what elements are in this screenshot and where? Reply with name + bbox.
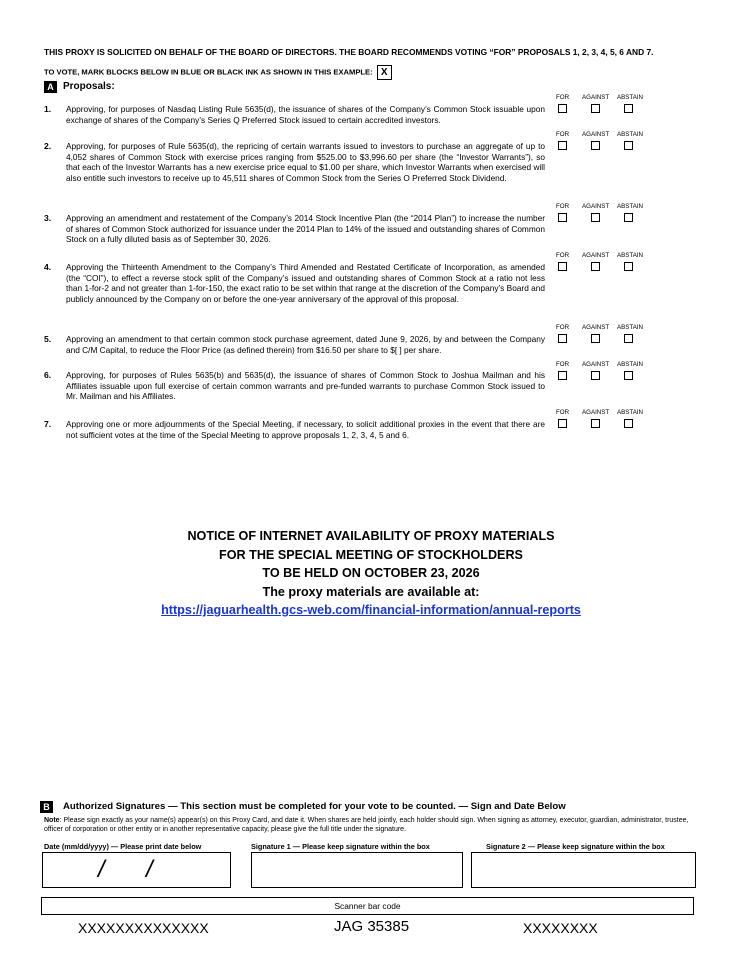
vote-for-checkbox[interactable] xyxy=(558,419,567,428)
header-instructions xyxy=(44,65,392,80)
vote-options xyxy=(552,203,642,233)
note-text: : Please sign exactly as your name(s) appear(s) on this Proxy Card, and date it. When shares are held jointly, each holder should sign. When signing as attorney, executor, guardian, administrator, trustee, officer of corporation or other entity or in another representative capacity, please give the full title under the signature. xyxy=(44,817,689,833)
section-b-badge: B xyxy=(40,801,53,813)
vote-options xyxy=(552,361,642,391)
vote-against-checkbox[interactable] xyxy=(591,334,600,343)
vote-abstain-checkbox[interactable] xyxy=(624,141,633,150)
proposal-number: 3. xyxy=(44,213,52,223)
for-label: FOR xyxy=(556,94,570,101)
proxy-materials-link[interactable]: https://jaguarhealth.gcs-web.com/financial-information/annual-reports xyxy=(161,603,581,617)
abstain-label: ABSTAIN xyxy=(617,324,644,331)
vote-abstain-checkbox[interactable] xyxy=(624,104,633,113)
vote-against-checkbox[interactable] xyxy=(591,213,600,222)
vote-for-checkbox[interactable] xyxy=(558,371,567,380)
proposal-number: 7. xyxy=(44,419,52,429)
vote-abstain-checkbox[interactable] xyxy=(624,419,633,428)
signature-2-label: Signature 2 — Please keep signature within the box xyxy=(486,842,665,851)
for-label: FOR xyxy=(556,131,570,138)
vote-abstain-checkbox[interactable] xyxy=(624,262,633,271)
signature-2-box[interactable] xyxy=(471,852,696,888)
proposal-text: Approving, for purposes of Rule 5635(d), the repricing of certain warrants issued to investors to purchase an aggregate of up to 4,052 shares of Common Stock with exercise prices ranging from $525.00 to $3,996.60 per share (the “Investor Warrants”), so that each of the Investor Warrants has a new exercise price equal to $1.00 per share, which Investor Warrants when exercised will also entitle such investors to receive up to 45,511 shares of Common Stock from the Series O Preferred Stock Dividend. xyxy=(66,141,545,183)
proposal-text: Approving the Thirteenth Amendment to the Company’s Third Amended and Restated Certificate of Incorporation, as amended (the “COI”), to effect a reverse stock split of the Company’s issued and outstanding shares of Common Stock at a ratio not less than 1-for-2 and not greater than 1-for-150, the exact ratio to be set within that range at the discretion of the Company’s Board and publicly announced by the Company on or before the one-year anniversary of the approval of this proposal. xyxy=(66,262,545,304)
footer-left-code: XXXXXXXXXXXXXX xyxy=(78,920,209,936)
date-label: Date (mm/dd/yyyy) — Please print date below xyxy=(44,842,202,851)
proposal-number: 6. xyxy=(44,370,52,380)
against-label: AGAINST xyxy=(582,131,610,138)
example-mark-box: X xyxy=(377,65,392,80)
footer-right-code: XXXXXXXX xyxy=(523,920,598,936)
vote-abstain-checkbox[interactable] xyxy=(624,213,633,222)
proposal-text: Approving an amendment to that certain common stock purchase agreement, dated June 9, 2026, by and between the Company and C/M Capital, to reduce the Floor Price (as defined therein) from $16.50 per share to $[ ] per share. xyxy=(66,334,545,355)
vote-for-checkbox[interactable] xyxy=(558,334,567,343)
scanner-barcode-label: Scanner bar code xyxy=(334,901,401,911)
abstain-label: ABSTAIN xyxy=(617,409,644,416)
against-label: AGAINST xyxy=(582,324,610,331)
vote-options xyxy=(552,409,642,439)
for-label: FOR xyxy=(556,203,570,210)
vote-for-checkbox[interactable] xyxy=(558,262,567,271)
footer-center-code: JAG 35385 xyxy=(334,918,410,935)
proposal-number: 4. xyxy=(44,262,52,272)
vote-options xyxy=(552,131,642,161)
signature-1-box[interactable] xyxy=(251,852,463,888)
notice-title: NOTICE OF INTERNET AVAILABILITY OF PROXY MATERIALS xyxy=(187,529,555,543)
against-label: AGAINST xyxy=(582,409,610,416)
note-label: Note xyxy=(44,817,60,824)
vote-for-checkbox[interactable] xyxy=(558,213,567,222)
vote-for-checkbox[interactable] xyxy=(558,141,567,150)
for-label: FOR xyxy=(556,409,570,416)
section-a-badge: A xyxy=(44,81,57,93)
vote-for-checkbox[interactable] xyxy=(558,104,567,113)
proposal-number: 2. xyxy=(44,141,52,151)
for-label: FOR xyxy=(556,361,570,368)
proposal-text: Approving one or more adjournments of the Special Meeting, if necessary, to solicit additional proxies in the event that there are not sufficient votes at the time of the Special Meeting to approve proposals 1, 2, 3, 4, 5 and 6. xyxy=(66,419,545,440)
notice-date: TO BE HELD ON OCTOBER 23, 2026 xyxy=(262,566,480,580)
proposal-text: Approving, for purposes of Nasdaq Listing Rule 5635(d), the issuance of shares of the Company’s Common Stock issuable upon exchange of shares of the Company’s Series Q Preferred Stock issued to certain accredited investors. xyxy=(66,104,545,125)
abstain-label: ABSTAIN xyxy=(617,252,644,259)
vote-against-checkbox[interactable] xyxy=(591,419,600,428)
proposal-text: Approving, for purposes of Rules 5635(b) and 5635(d), the issuance of shares of Common Stock to Joshua Mailman and his Affiliates issuable upon full exercise of certain common warrants and pre-funded warrants to purchase Common Stock issued to Mr. Mailman and his Affiliates. xyxy=(66,370,545,402)
vote-abstain-checkbox[interactable] xyxy=(624,371,633,380)
section-a-title: Proposals: xyxy=(63,81,115,92)
abstain-label: ABSTAIN xyxy=(617,203,644,210)
signature-note xyxy=(44,816,690,834)
vote-options xyxy=(552,94,642,124)
against-label: AGAINST xyxy=(582,94,610,101)
date-input-box[interactable] xyxy=(42,852,231,888)
date-separator: / xyxy=(98,856,105,883)
notice-meeting: FOR THE SPECIAL MEETING OF STOCKHOLDERS xyxy=(219,547,523,562)
date-separator: / xyxy=(146,856,153,883)
abstain-label: ABSTAIN xyxy=(617,131,644,138)
vote-abstain-checkbox[interactable] xyxy=(624,334,633,343)
against-label: AGAINST xyxy=(582,203,610,210)
scanner-barcode-area xyxy=(41,897,694,915)
notice-availability: The proxy materials are available at: xyxy=(262,584,480,599)
header-instructions-text: TO VOTE, MARK BLOCKS BELOW IN BLUE OR BLACK INK AS SHOWN IN THIS EXAMPLE: xyxy=(44,67,373,77)
for-label: FOR xyxy=(556,252,570,259)
vote-against-checkbox[interactable] xyxy=(591,371,600,380)
header-recommendation: THIS PROXY IS SOLICITED ON BEHALF OF THE BOARD OF DIRECTORS. THE BOARD RECOMMENDS VOTING “FOR” PROPOSALS 1, 2, 3, 4, 5, 6 AND 7. xyxy=(44,47,654,57)
proposal-number: 5. xyxy=(44,334,52,344)
abstain-label: ABSTAIN xyxy=(617,361,644,368)
proposal-text: Approving an amendment and restatement of the Company’s 2014 Stock Incentive Plan (the “2014 Plan”) to increase the number of shares of Common Stock authorized for issuance under the 2014 Plan to 14% of the issued and outstanding shares of Common Stock on a fully diluted basis as of September 30, 2026. xyxy=(66,213,545,245)
internet-availability-notice xyxy=(0,527,742,620)
vote-against-checkbox[interactable] xyxy=(591,262,600,271)
against-label: AGAINST xyxy=(582,361,610,368)
proposal-number: 1. xyxy=(44,104,52,114)
vote-against-checkbox[interactable] xyxy=(591,104,600,113)
vote-against-checkbox[interactable] xyxy=(591,141,600,150)
vote-options xyxy=(552,252,642,282)
against-label: AGAINST xyxy=(582,252,610,259)
abstain-label: ABSTAIN xyxy=(617,94,644,101)
signature-1-label: Signature 1 — Please keep signature within the box xyxy=(251,842,430,851)
for-label: FOR xyxy=(556,324,570,331)
vote-options xyxy=(552,324,642,354)
section-b-title: Authorized Signatures — This section must be completed for your vote to be counted. — Sign and Date Below xyxy=(63,801,566,812)
